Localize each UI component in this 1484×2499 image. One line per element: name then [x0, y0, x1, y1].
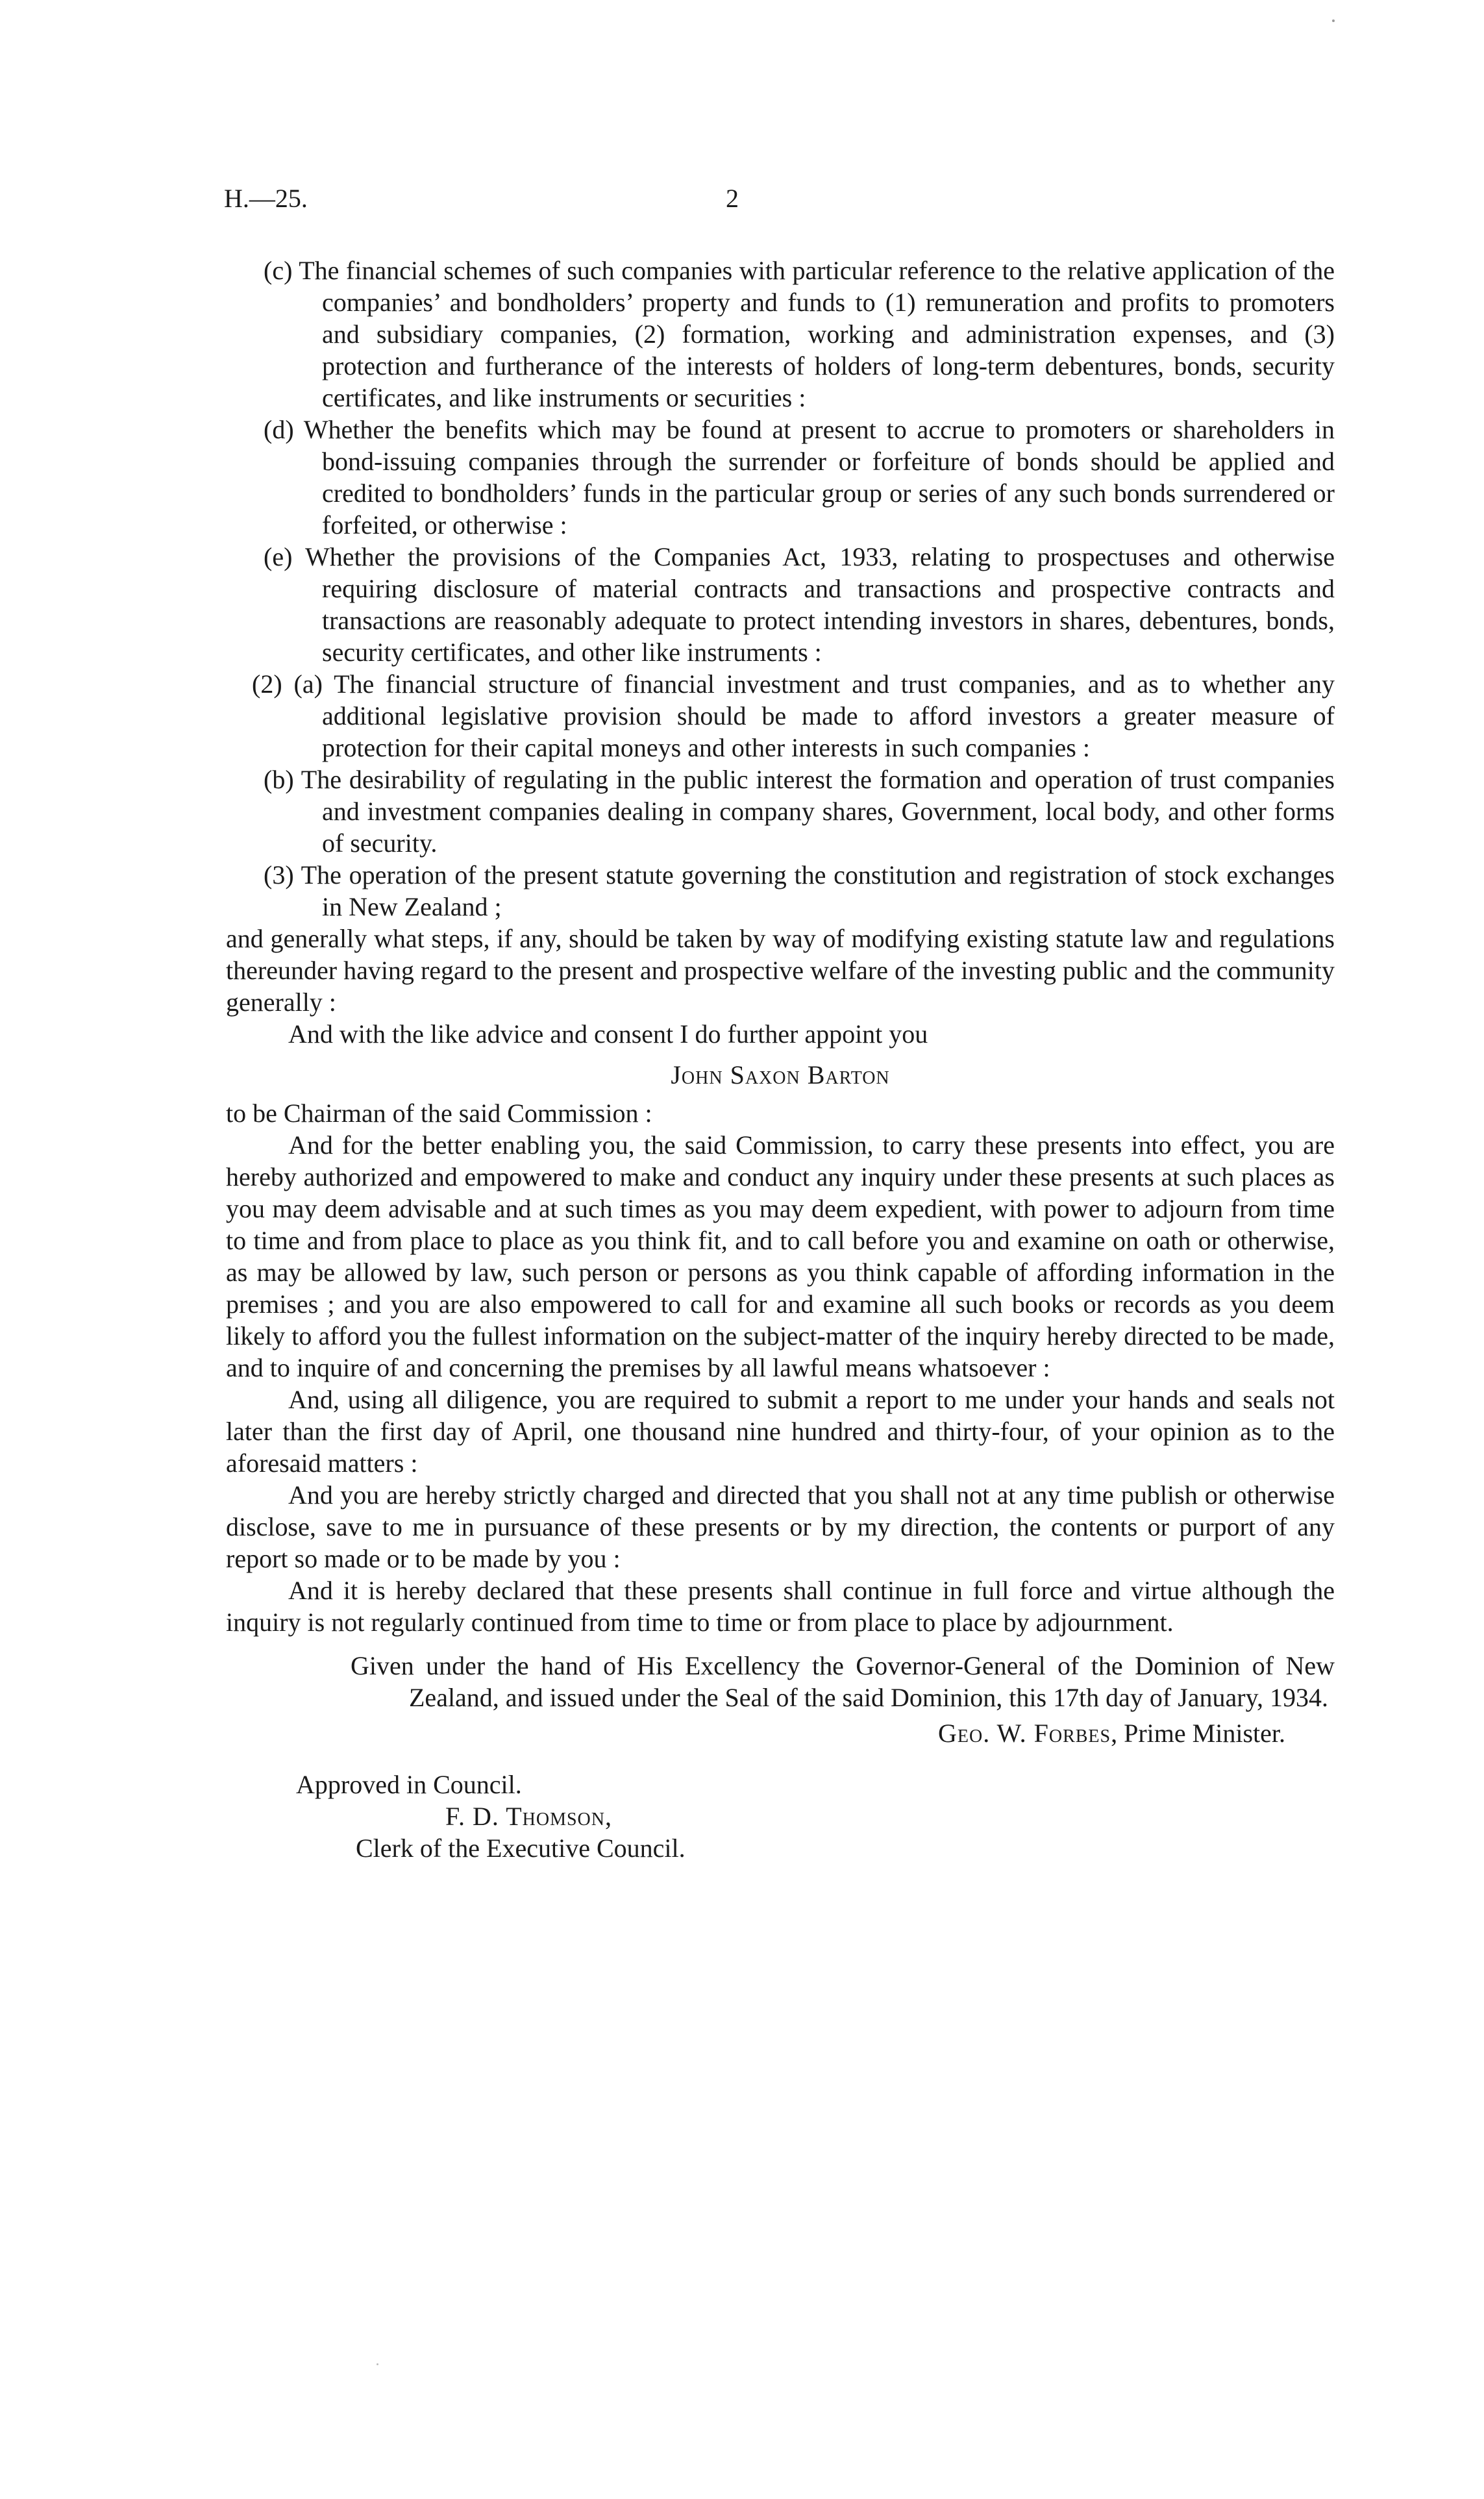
clause-label: (e): [264, 542, 293, 571]
signatory-name: Geo. W. Forbes: [938, 1719, 1111, 1748]
signature-line: [226, 1717, 1335, 1749]
paragraph-better-enabling: And for the better enabling you, the said Commission, to carry these presents into effect, you are hereby authorized and empowered to make and conduct any inquiry under these presents at such places as you may deem advisable and at such times as you may deem expedient, with power to adjourn from time to time and from place to place as you think fit, and to call before you and examine on oath or otherwise, as may be allowed by law, such person or persons as you think capable of affording information in the premises ; and you are also empowered to call for and examine all such books or records as you deem likely to afford you the fullest information on the subject-matter of the inquiry hereby directed to be made, and to inquire of and concerning the premises by all lawful means whatsoever :: [226, 1130, 1335, 1382]
paragraph-chairman: to be Chairman of the said Commission :: [226, 1099, 652, 1128]
clause-label: (2) (a): [252, 669, 323, 699]
clause-label: (3): [264, 860, 294, 889]
clause-3: [226, 859, 1335, 923]
document-body: [226, 255, 1335, 1864]
paragraph-declared: And it is hereby declared that these presents shall continue in full force and virtue although the inquiry is not regularly continued from time to time or from place to place by adjournment.: [226, 1576, 1335, 1637]
scan-speck: [1332, 19, 1335, 22]
chairman-name: John Saxon Barton: [671, 1060, 890, 1089]
clause-text: The operation of the present statute governing the constitution and registration of stock exchanges in New Zealand ;: [301, 860, 1335, 921]
clause-text: Whether the provisions of the Companies Act, 1933, relating to prospectuses and otherwise requiring disclosure of material contracts and transactions and prospective contracts and transactions are reasonably adequate to protect intending investors in shares, debentures, bonds, security certificates, and other like instruments :: [305, 542, 1335, 667]
clause-text: The financial schemes of such companies with particular reference to the relative application of the companies’ and bondholders’ property and funds to (1) remuneration and profits to promoters and subsidiary companies, (2) formation, working and administration expenses, and (3) protection and furtherance of the interests of holders of long-term debentures, bonds, security certificates, and like instruments or securities :: [299, 256, 1335, 412]
clause-text: Whether the benefits which may be found at present to accrue to promoters or shareholders in bond-issuing companies through the surrender or forfeiture of bonds should be applied and credited to bondholders’ funds in the particular group or series of any such bonds surrendered or forfeited, or otherwise :: [303, 415, 1335, 540]
clause-d: [226, 414, 1335, 541]
paragraph-given: Given under the hand of His Excellency the Governor-General of the Dominion of New Zealand, and issued under the Seal of the said Dominion, this 17th day of January, 1934.: [351, 1651, 1335, 1712]
paragraph-charged: And you are hereby strictly charged and directed that you shall not at any time publish or otherwise disclose, save to me in pursuance of these presents or by my direction, the contents or purport of any report so made or to be made by you :: [226, 1480, 1335, 1573]
clause-label: (b): [264, 765, 294, 794]
clause-label: (c): [264, 256, 293, 285]
clause-label: (d): [264, 415, 294, 444]
clause-b: [226, 764, 1335, 859]
approved-in-council: Approved in Council.: [296, 1770, 522, 1799]
signatory-title: , Prime Minister.: [1111, 1719, 1285, 1748]
clause-2a: [226, 668, 1335, 764]
clause-c: [226, 255, 1335, 414]
clause-text: The desirability of regulating in the public interest the formation and operation of trust companies and investment companies dealing in company shares, Government, local body, and other forms of security.: [301, 765, 1335, 858]
clause-e: [226, 541, 1335, 668]
clerk-name: F. D. Thomson,: [445, 1802, 612, 1831]
paragraph-diligence: And, using all diligence, you are required to submit a report to me under your hands and seals not later than the first day of April, one thousand nine hundred and thirty-four, of your opinion as to the aforesaid matters :: [226, 1385, 1335, 1478]
document-reference: H.—25.: [224, 184, 308, 213]
page-number: 2: [726, 184, 739, 213]
clause-text: The financial structure of financial investment and trust companies, and as to whether any additional legislative provision should be made to afford investors a greater measure of protection for their capital moneys and other interests in such companies :: [322, 669, 1335, 762]
clerk-title: Clerk of the Executive Council.: [356, 1834, 686, 1863]
paragraph-appoint: And with the like advice and consent I do further appoint you: [288, 1019, 928, 1049]
paragraph-generally: and generally what steps, if any, should be taken by way of modifying existing statute law and regulations thereunder having regard to the present and prospective welfare of the investing public and the community generally :: [226, 924, 1335, 1017]
scan-speck: [377, 2363, 378, 2365]
